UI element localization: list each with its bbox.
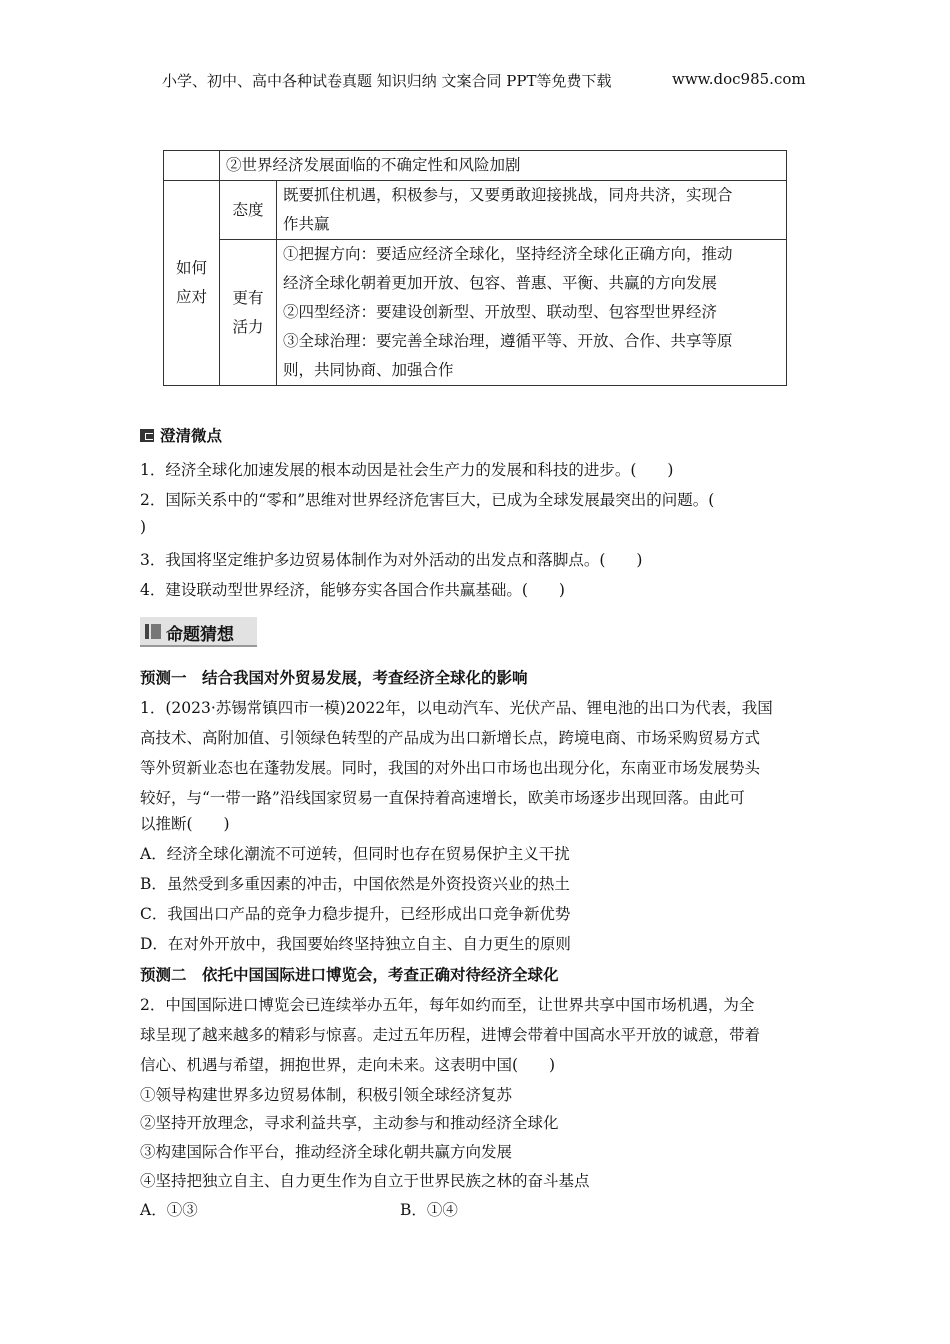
option-b: B．①④ bbox=[400, 1201, 458, 1219]
question-line: 高技术、高附加值、引领绿色转型的产品成为出口新增长点，跨境电商、市场采购贸易方式 bbox=[140, 729, 761, 747]
attitude-content: 既要抓住机遇，积极参与，又要勇敢迎接挑战，同舟共济，实现合 作共赢 bbox=[277, 181, 787, 240]
attitude-label: 态度 bbox=[220, 181, 277, 240]
list-item: 4．建设联动型世界经济，能够夯实各国合作共赢基础。( ) bbox=[140, 581, 565, 599]
summary-table bbox=[163, 150, 787, 386]
statement-item: ③构建国际合作平台，推动经济全球化朝共赢方向发展 bbox=[140, 1143, 513, 1161]
section-icon bbox=[145, 624, 149, 639]
clarify-heading: 澄清微点 bbox=[140, 424, 222, 446]
question-line: 较好，与“一带一路”沿线国家贸易一直保持着高速增长，欧美市场逐步出现回落。由此可 bbox=[140, 789, 745, 807]
question-line: 球呈现了越来越多的精彩与惊喜。走过五年历程，进博会带着中国高水平开放的诚意，带着 bbox=[140, 1026, 761, 1044]
option-a: A．经济全球化潮流不可逆转，但同时也存在贸易保护主义干扰 bbox=[140, 845, 570, 863]
prediction-2-title: 预测二 依托中国国际进口博览会，考查正确对待经济全球化 bbox=[140, 966, 559, 984]
statement-item: ②坚持开放理念，寻求利益共享，主动参与和推动经济全球化 bbox=[140, 1114, 559, 1132]
table-row-text: ②世界经济发展面临的不确定性和风险加剧 bbox=[220, 151, 787, 181]
question-line: 以推断( ) bbox=[140, 815, 230, 833]
group-label: 如何应对 bbox=[164, 181, 220, 386]
statement-item: ①领导构建世界多边贸易体制，积极引领全球经济复苏 bbox=[140, 1086, 513, 1104]
option-b: B．虽然受到多重因素的冲击，中国依然是外资投资兴业的热土 bbox=[140, 875, 570, 893]
header-url[interactable]: www.doc985.com bbox=[672, 70, 806, 88]
question-line: 2．中国国际进口博览会已连续举办五年，每年如约而至，让世界共享中国市场机遇，为全 bbox=[140, 996, 755, 1014]
page-header bbox=[162, 70, 806, 91]
section-icon bbox=[140, 429, 154, 442]
question-line: 1．(2023·苏锡常镇四市一模)2022年，以电动汽车、光伏产品、锂电池的出口为代表，我国 bbox=[140, 699, 773, 717]
option-a: A．①③ bbox=[140, 1201, 198, 1219]
header-text: 小学、初中、高中各种试卷真题 知识归纳 文案合同 PPT等免费下载 bbox=[162, 72, 612, 90]
question-line: 等外贸新业态也在蓬勃发展。同时，我国的对外出口市场也出现分化，东南亚市场发展势头 bbox=[140, 759, 761, 777]
list-item: 1．经济全球化加速发展的根本动因是社会生产力的发展和科技的进步。( ) bbox=[140, 461, 674, 479]
statement-item: ④坚持把独立自主、自力更生作为自立于世界民族之林的奋斗基点 bbox=[140, 1172, 590, 1190]
empty-cell bbox=[164, 151, 220, 181]
list-item: 3．我国将坚定维护多边贸易体制作为对外活动的出发点和落脚点。( ) bbox=[140, 551, 643, 569]
section-icon-part bbox=[151, 624, 161, 639]
list-item: 2．国际关系中的“零和”思维对世界经济危害巨大，已成为全球发展最突出的问题。( bbox=[140, 491, 715, 509]
option-d: D．在对外开放中，我国要始终坚持独立自主、自力更生的原则 bbox=[140, 935, 571, 953]
list-item: ) bbox=[140, 518, 147, 536]
question-line: 信心、机遇与希望，拥抱世界，走向未来。这表明中国( ) bbox=[140, 1056, 556, 1074]
prediction-1-title: 预测一 结合我国对外贸易发展，考查经济全球化的影响 bbox=[140, 669, 528, 687]
vigor-content: ①把握方向：要适应经济全球化，坚持经济全球化正确方向，推动 经济全球化朝着更加开放、包容、普惠、平衡、共赢的方向发展 ②四型经济：要建设创新型、开放型、联动型、包容型世界经济 ③全球治理：要完善全球治理，遵循平等、开放、合作、共享等原 则，共同协商、加强合作 bbox=[277, 240, 787, 386]
guess-heading: 命题猜想 bbox=[140, 617, 257, 647]
option-c: C．我国出口产品的竞争力稳步提升，已经形成出口竞争新优势 bbox=[140, 905, 571, 923]
vigor-label: 更有活力 bbox=[220, 240, 277, 386]
